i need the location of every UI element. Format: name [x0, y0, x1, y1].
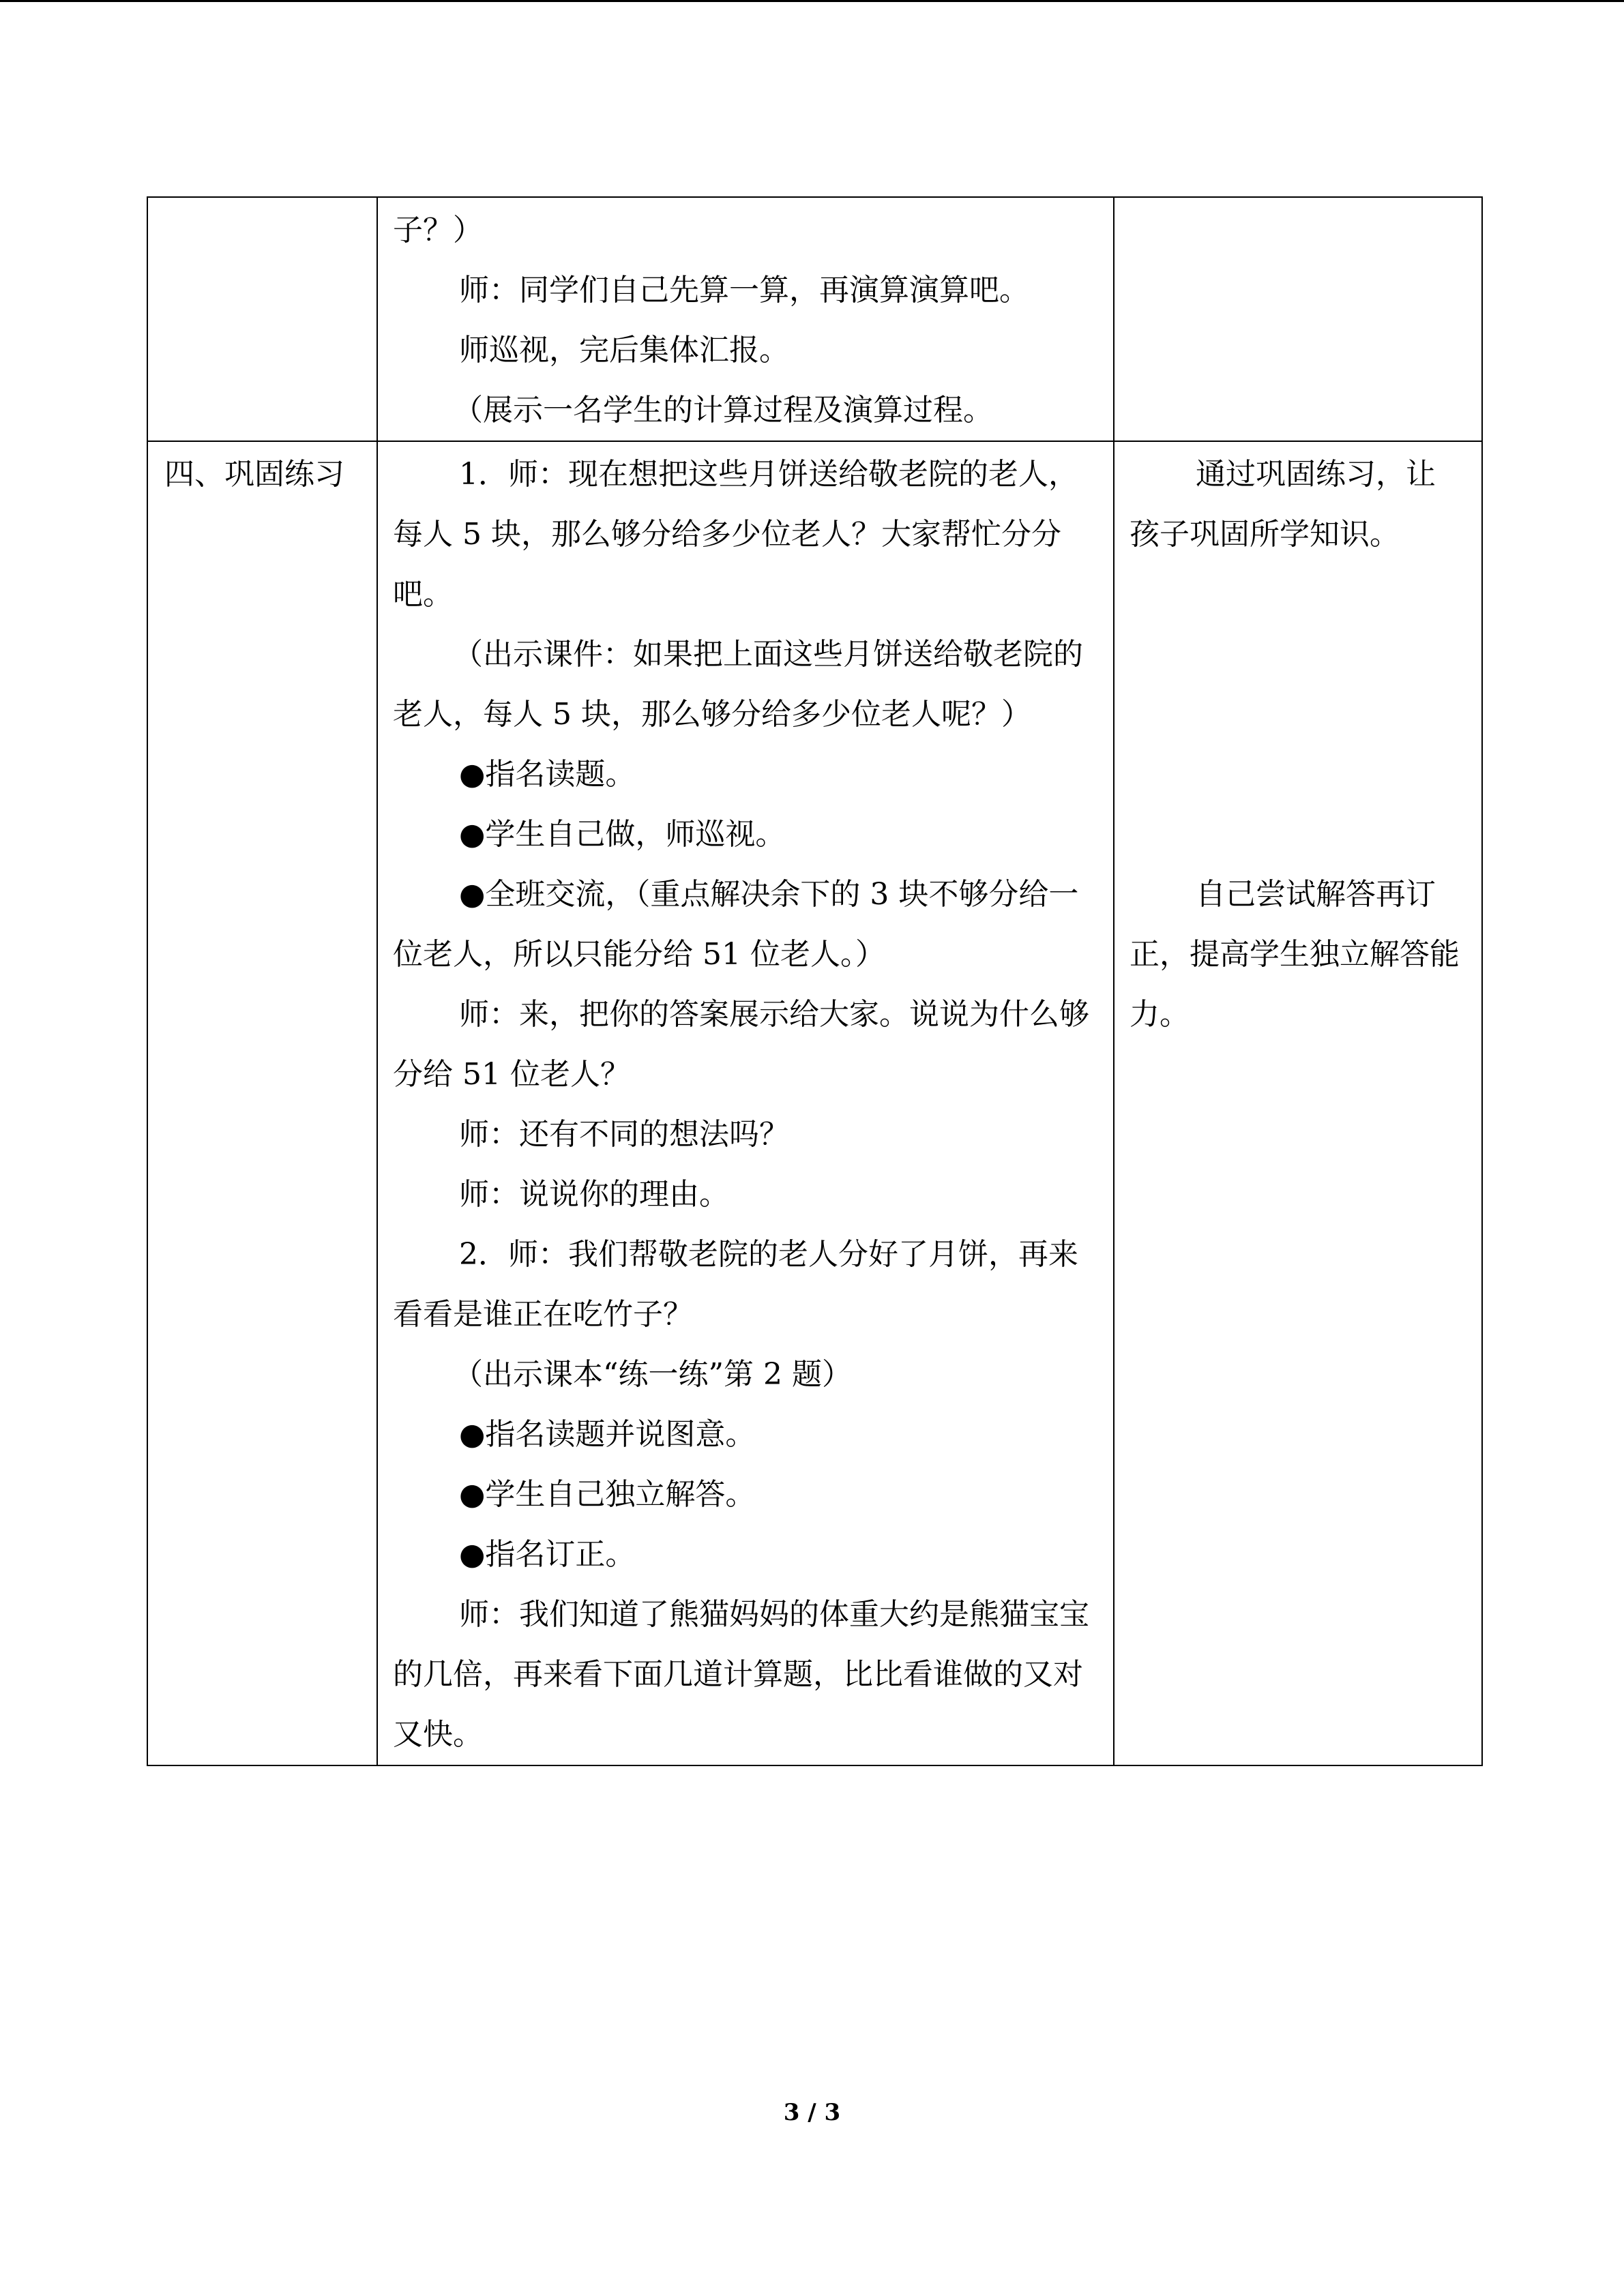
purpose-spacer	[1130, 565, 1465, 865]
purpose-text-1: 通过巩固练习，让孩子巩固所学知识。	[1130, 457, 1436, 552]
process-cell-continued	[377, 197, 1114, 441]
process-line: 师：说说你的理由。	[459, 1177, 729, 1212]
process-line: 子？）	[393, 213, 483, 248]
page-number: 3 / 3	[783, 2099, 841, 2126]
stage-label: 四、巩固练习	[164, 457, 344, 492]
process-cell-practice	[377, 441, 1114, 1765]
process-line: 1．师：现在想把这些月饼送给敬老院的老人，每人 5 块，那么够分给多少位老人？大家帮忙分分吧。	[393, 457, 1078, 612]
process-line: ●全班交流，（重点解决余下的 3 块不够分给一位老人，所以只能分给 51 位老人。）	[393, 877, 1079, 972]
process-line: ●学生自己做，师巡视。	[459, 817, 786, 852]
purpose-text-2: 自己尝试解答再订正，提高学生独立解答能力。	[1130, 877, 1460, 1032]
purpose-cell-empty	[1114, 197, 1482, 441]
table-row-practice	[147, 441, 1482, 1765]
process-line: 师：同学们自己先算一算，再演算演算吧。	[459, 273, 1029, 308]
process-line: ●指名订正。	[459, 1537, 636, 1572]
lesson-plan-table	[147, 196, 1483, 1766]
process-line: （出示课本“练一练”第 2 题）	[453, 1357, 852, 1392]
process-line: 师：来，把你的答案展示给大家。说说为什么够分给 51 位老人？	[393, 997, 1089, 1092]
process-line: 师：我们知道了熊猫妈妈的体重大约是熊猫宝宝的几倍，再来看下面几道计算题，比比看谁做的又对又快。	[393, 1597, 1089, 1752]
process-line: ●指名读题。	[459, 757, 636, 792]
process-line: ●学生自己独立解答。	[459, 1477, 756, 1512]
process-line: （出示课件：如果把上面这些月饼送给敬老院的老人，每人 5 块，那么够分给多少位老人呢？）	[393, 637, 1083, 732]
process-line: 师巡视，完后集体汇报。	[459, 333, 789, 368]
process-line: 师：还有不同的想法吗？	[459, 1117, 789, 1152]
purpose-cell-practice	[1114, 441, 1482, 1765]
stage-cell-empty	[147, 197, 377, 441]
top-border-line	[0, 0, 1624, 2]
process-line: （展示一名学生的计算过程及演算过程。	[453, 393, 993, 428]
stage-cell-practice	[147, 441, 377, 1765]
process-line: ●指名读题并说图意。	[459, 1417, 756, 1452]
table-row-continued	[147, 197, 1482, 441]
process-line: 2．师：我们帮敬老院的老人分好了月饼，再来看看是谁正在吃竹子？	[393, 1237, 1078, 1332]
